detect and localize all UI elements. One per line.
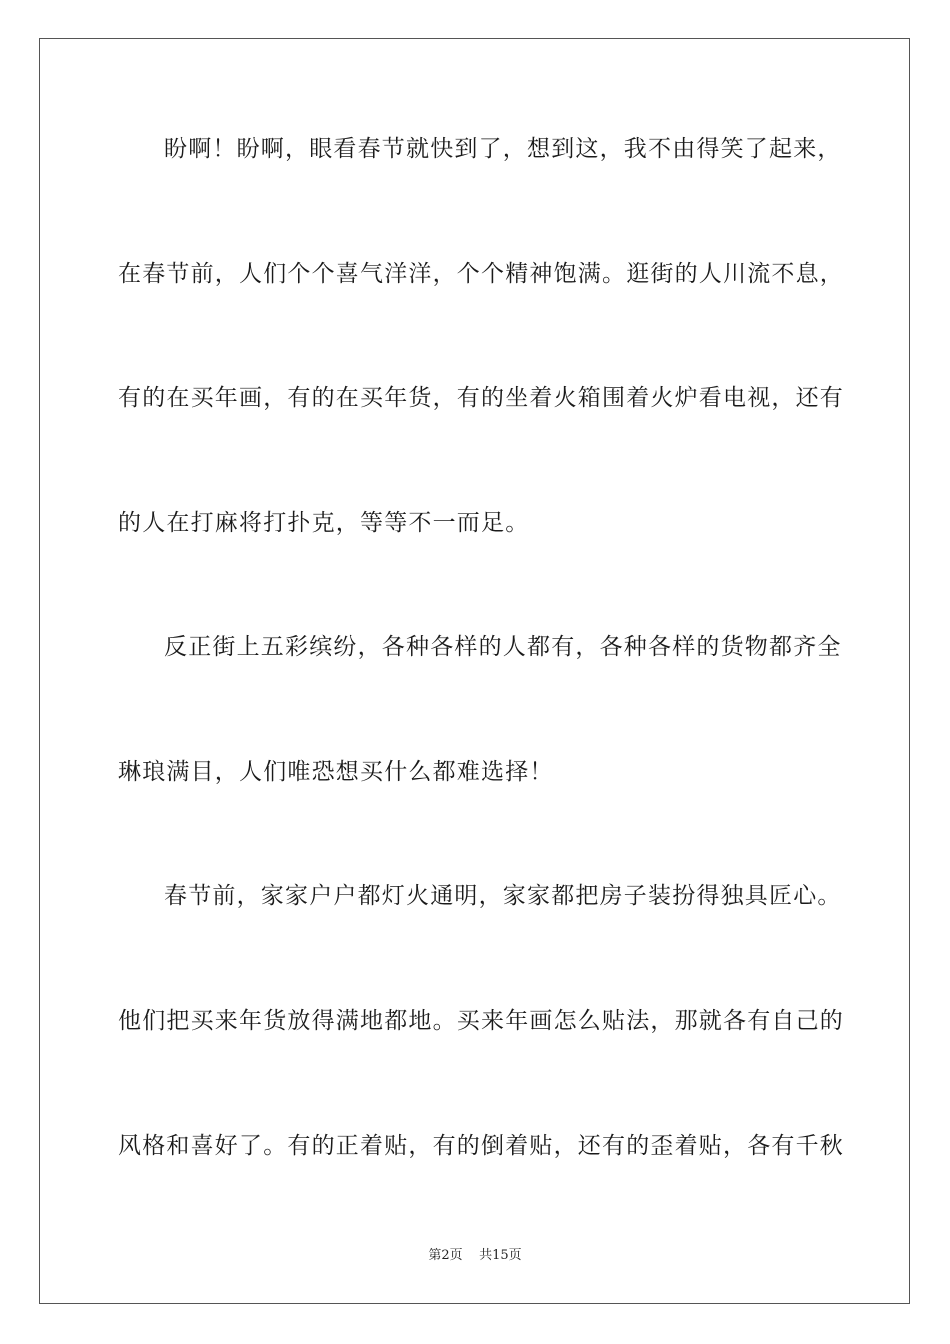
paragraph-line: 琳琅满目，人们唯恐想买什么都难选择！ [118, 759, 554, 785]
paragraph-line: 风格和喜好了。有的正着贴，有的倒着贴，还有的歪着贴，各有千秋 [118, 1133, 844, 1159]
paragraph-line: 春节前，家家户户都灯火通明，家家都把房子装扮得独具匠心。 [164, 883, 842, 909]
page-border [39, 38, 910, 1304]
paragraph-line: 反正街上五彩缤纷，各种各样的人都有，各种各样的货物都齐全 [164, 634, 842, 660]
page-total: 共15页 [479, 1248, 522, 1263]
paragraph-line: 他们把买来年货放得满地都地。买来年画怎么贴法，那就各有自己的 [118, 1008, 844, 1034]
page-number: 第2页 [428, 1248, 463, 1263]
paragraph-line: 有的在买年画，有的在买年货，有的坐着火箱围着火炉看电视，还有 [118, 385, 844, 411]
page-footer [0, 1246, 950, 1266]
paragraph-line: 的人在打麻将打扑克，等等不一而足。 [118, 510, 530, 536]
paragraph-line: 盼啊！盼啊，眼看春节就快到了，想到这，我不由得笑了起来， [164, 136, 842, 162]
paragraph-line: 在春节前，人们个个喜气洋洋，个个精神饱满。逛街的人川流不息， [118, 261, 844, 287]
